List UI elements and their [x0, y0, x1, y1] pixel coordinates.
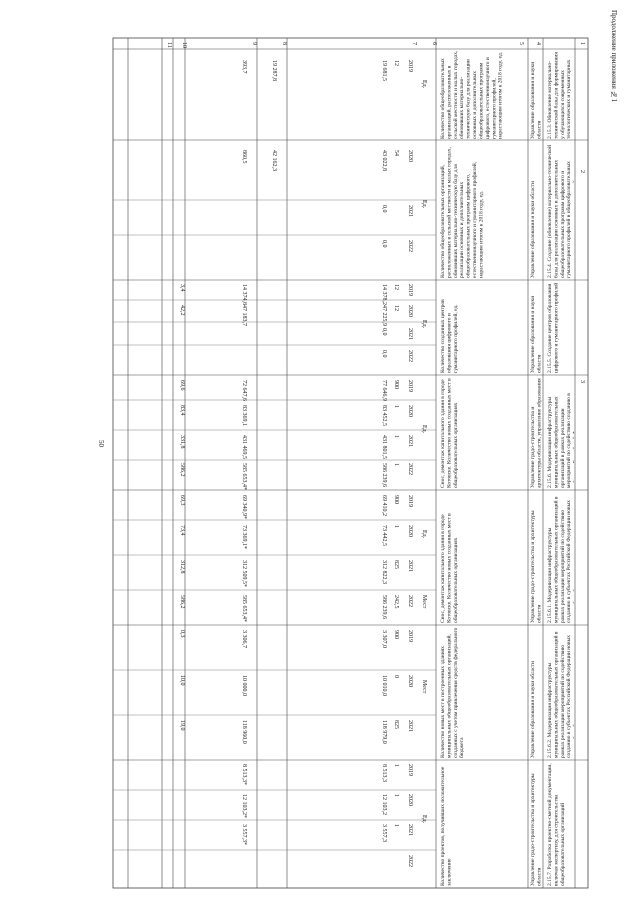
- row-2-y0-c9: 860,5: [241, 150, 247, 164]
- row-4-y0-c6: 900: [393, 380, 399, 389]
- row-5-y0-c7: 69 410,2: [381, 495, 387, 516]
- row-6-y2-c10: 19,0: [179, 720, 185, 731]
- row-1-c9: 393,7: [241, 60, 247, 74]
- col-num-2: 2: [579, 170, 585, 173]
- row-5-unit: Ед.: [421, 530, 427, 539]
- row-5-y2-c7: 312 822,3: [381, 560, 387, 584]
- col-num-10: 10: [181, 42, 187, 48]
- row-6-year-2: 2021: [407, 720, 413, 732]
- row-3-year-1: 2020: [407, 305, 413, 317]
- row-5-indicator: Снос, демонтаж капитального здания в городе Котовске. Количество новых созданных мест в общеобразовательных организациях: [440, 513, 459, 623]
- row-4-year-3: 2022: [407, 463, 413, 475]
- row-3-y2-c7: 0,0: [381, 328, 387, 336]
- col-num-4: 4: [535, 42, 541, 45]
- row-3-activity: 2.15.5. Создание центров образования цифрового и гуманитарного профилей: [547, 282, 560, 373]
- row-5-year-3: 2022: [407, 595, 413, 607]
- row-1-unit: Ед.: [421, 80, 427, 89]
- row-4-y0-c9: 72 647,6: [241, 380, 247, 401]
- row-7-y0-c9: 8 513,3*: [241, 764, 247, 785]
- row-4-y3-c7: 586 239,6: [381, 463, 387, 487]
- col-num-5: 5: [518, 42, 524, 45]
- row-3-y1-c9: 47 183,7: [241, 305, 247, 326]
- row-4-y2-c10: 331,8: [179, 435, 185, 449]
- row-3-y1-c10: 42,2: [179, 305, 185, 316]
- row-3-executor: Управление образования и науки области: [530, 295, 542, 373]
- row-5-y3-c7: 586 239,6: [381, 595, 387, 619]
- row-4-y1-c9: 83 369,1: [241, 405, 247, 426]
- row-3-y0-c7: 14 378,2: [381, 284, 387, 305]
- row-5-executor: Управление градо-строительства и архитектуры области: [530, 510, 542, 623]
- row-4-y1-c7: 83 452,5: [381, 405, 387, 426]
- row-3-unit: Ед.: [421, 320, 427, 329]
- row-7-executor: Управление градо-строительства и архитектуры области: [530, 773, 542, 886]
- row-6-y1-c9: 10 000,0: [241, 675, 247, 696]
- row-4-activity: 2.15.6. Модернизация инфраструктуры муниципальных общеобразовательных организаций в рамках реализации мероприятий по содействию созданию в: [547, 393, 573, 488]
- row-7-year-1: 2020: [407, 794, 413, 806]
- row-2-y1-c7: 0,0: [381, 205, 387, 213]
- row-5-y3-c10: 586,2: [179, 595, 185, 609]
- row-6-y0-c6: 900: [393, 630, 399, 639]
- row-4-unit: Ед.: [421, 425, 427, 434]
- row-3-y0-c10: 3,4: [179, 284, 185, 292]
- row-2-indicator: Количество общеобразовательных организаций, расположенных в сельской местности и малых городах, обновивших материально-техническую базу для реализации основных и дополнительных общеобразовательных программ цифрового, естественнонаучного и гуманитарного профилей, нарастающим итогом к 2018 году, ед.: [440, 147, 485, 278]
- row-2-year-0: 2020: [407, 150, 413, 162]
- row-6-y2-c7: 118 979,0: [381, 720, 387, 744]
- row-6-executor: Управление образования и науки области: [530, 661, 536, 758]
- row-1-year-0: 2019: [407, 60, 413, 72]
- row-4-y2-c6: 1: [393, 435, 399, 438]
- row-2-year-1: 2021: [407, 205, 413, 217]
- row-6-y1-c10: 10,0: [179, 675, 185, 686]
- row-4-executor: Управление градо-строительства и архитектуры области, управление образования: [530, 378, 542, 488]
- row-5-activity: 2.15.6.1. Модернизация инфраструктуры муниципальных общеобразовательных организаций в рамках реализации мероприятий по содействию созданию в субъектах Российской Федерации новых: [547, 496, 573, 623]
- row-4-year-0: 2019: [407, 380, 413, 392]
- row-5-year-1: 2020: [407, 525, 413, 537]
- row-7-y0-c7: 8 513,3: [381, 764, 387, 782]
- row-7-activity: 2.15.7. Разработка проектно-сметной документации, включая экспертизу, для строительства общеобразовательных организаций: [547, 763, 566, 886]
- row-3-y0-c9: 14 374,8: [241, 284, 247, 305]
- row-5-unit-mest: Мест: [421, 595, 427, 609]
- row-6-activity: 2.15.6.2. Модернизация инфраструктуры муниципальных общеобразовательных организаций в рамках реализации мероприятий по содействию созданию в субъектах Российской Федерации новых: [547, 631, 573, 758]
- row-2-y0-c8: 42 162,3: [271, 150, 277, 171]
- row-4-year-2: 2021: [407, 435, 413, 447]
- row-4-y1-c10: 83,4: [179, 405, 185, 416]
- row-6-y0-c10: 0,3: [179, 630, 185, 638]
- row-3-y0-c6: 12: [393, 284, 399, 290]
- col-num-8: 8: [281, 42, 287, 45]
- col-num-6: 6: [431, 42, 437, 45]
- row-7-y2-c9: 3 557,3*: [241, 824, 247, 845]
- row-6-unit: Мест: [421, 680, 427, 694]
- row-4-y3-c6: 1: [393, 463, 399, 466]
- row-3-y3-c7: 0,0: [381, 350, 387, 358]
- row-5-y1-c6: 1: [393, 525, 399, 528]
- row-5-y2-c9: 312 509,5*: [241, 560, 247, 587]
- row-7-year-2: 2021: [407, 824, 413, 836]
- row-6-year-1: 2020: [407, 675, 413, 687]
- row-6-y2-c6: 825: [393, 720, 399, 729]
- row-3-indicator: Количество созданных центров образования цифрового и гуманитарного профилей, ед.: [440, 299, 459, 373]
- row-2-year-2: 2022: [407, 240, 413, 252]
- row-7-y1-c7: 12 103,2: [381, 794, 387, 815]
- row-7-unit: Ед.: [421, 815, 427, 824]
- row-3-y1-c7: 47 225,9: [381, 305, 387, 326]
- row-6-y0-c7: 3 307,0: [381, 630, 387, 648]
- row-3-y1-c6: 12: [393, 305, 399, 311]
- row-5-y0-c9: 69 340,9*: [241, 495, 247, 519]
- row-4-year-1: 2020: [407, 405, 413, 417]
- col-num-7: 7: [411, 42, 417, 45]
- col-num-11: 11: [166, 42, 172, 48]
- col-num-3: 3: [579, 380, 585, 383]
- row-6-y2-c9: 118 960,0: [241, 720, 247, 744]
- col-num-9: 9: [251, 42, 257, 45]
- row-5-y2-c6: 825: [393, 560, 399, 569]
- row-7-y1-c6: 1: [393, 794, 399, 797]
- row-1-activity: 2.15.3. Обновление материально-технической базы для формирования у обучающихся современных технологических и гуманитарных: [547, 52, 573, 139]
- row-3-year-0: 2019: [407, 284, 413, 296]
- row-1-c6: 12: [393, 60, 399, 66]
- row-7-y2-c6: 1: [393, 824, 399, 827]
- row-6-y1-c7: 10 010,0: [381, 675, 387, 696]
- row-1-c7: 19 681,5: [381, 60, 387, 81]
- row-5-y2-c10: 312,8: [179, 560, 185, 574]
- row-4-y3-c9: 585 653,4*: [241, 463, 247, 490]
- row-4-y2-c9: 431 469,5: [241, 435, 247, 459]
- row-1-c8: 19 287,8: [271, 60, 277, 81]
- row-4-y2-c7: 431 801,5: [381, 435, 387, 459]
- row-1-executor: Управление образования и науки области: [530, 61, 542, 139]
- row-2-y2-c7: 0,0: [381, 240, 387, 248]
- row-5-y3-c9: 585 653,4*: [241, 595, 247, 622]
- row-6-indicator: Количество новых мест в построенных зданиях муниципальных общеобразовательных организаций, созданных с учетом привлечения средств федерального бюджета: [440, 627, 466, 758]
- continuation-caption: Продолжение приложения №1: [610, 10, 618, 103]
- row-5-year-2: 2021: [407, 560, 413, 572]
- row-5-year-0: 2019: [407, 495, 413, 507]
- row-4-y3-c10: 586,2: [179, 463, 185, 477]
- row-5-y0-c6: 900: [393, 495, 399, 504]
- row-6-year-0: 2019: [407, 630, 413, 642]
- row-3-year-3: 2022: [407, 350, 413, 362]
- row-7-y0-c6: 1: [393, 764, 399, 767]
- row-5-y3-c6: 242,5: [393, 595, 399, 609]
- row-5-y1-c9: 73 369,1*: [241, 525, 247, 549]
- row-1-indicator: Количество общеобразовательных организаций, расположенных в сельской местности и малых городах, обновивших материально-техническую базу для реализации основных и дополнительных общеобразовательных программ цифрового, естественнонаучного и гуманитарного профилей, нарастающим итогом к 2018 году, ед.: [440, 50, 504, 139]
- col-num-1: 1: [579, 42, 585, 45]
- row-7-indicator: Количество проектов, получивших положительное заключение: [440, 766, 453, 886]
- row-4-y0-c10: 69,6: [179, 380, 185, 391]
- row-5-y1-c10: 73,4: [179, 525, 185, 536]
- row-5-y0-c10: 69,3: [179, 495, 185, 506]
- page-number: 50: [97, 440, 105, 447]
- row-2-y0-c6: 54: [393, 150, 399, 156]
- row-3-year-2: 2021: [407, 328, 413, 340]
- row-7-y2-c7: 3 557,3: [381, 824, 387, 842]
- row-4-y1-c6: 1: [393, 405, 399, 408]
- row-2-activity: 2.15.4. Создание (обновление) материально-технической базы для реализации основных и дополнительных общеобразовательных программ цифрового и гуманитарного профилей в общеобразовательных: [547, 144, 573, 278]
- row-2-unit: Ед.: [421, 200, 427, 209]
- row-7-y1-c9: 12 103,2*: [241, 794, 247, 818]
- row-6-y1-c6: 0: [393, 675, 399, 678]
- row-2-y0-c7: 43 022,8: [381, 150, 387, 171]
- row-7-year-0: 2019: [407, 764, 413, 776]
- row-2-executor: Управление образования и науки области: [530, 181, 536, 278]
- row-5-y1-c7: 73 442,5: [381, 525, 387, 546]
- row-6-y0-c9: 3 306,7: [241, 630, 247, 648]
- row-4-indicator: Снос, демонтаж капитального здания в городе Котовске. Количество новых созданных мест в общеобразовательных организациях: [440, 378, 459, 488]
- row-7-year-3: 2022: [407, 855, 413, 867]
- row-4-y0-c7: 77 646,9: [381, 380, 387, 401]
